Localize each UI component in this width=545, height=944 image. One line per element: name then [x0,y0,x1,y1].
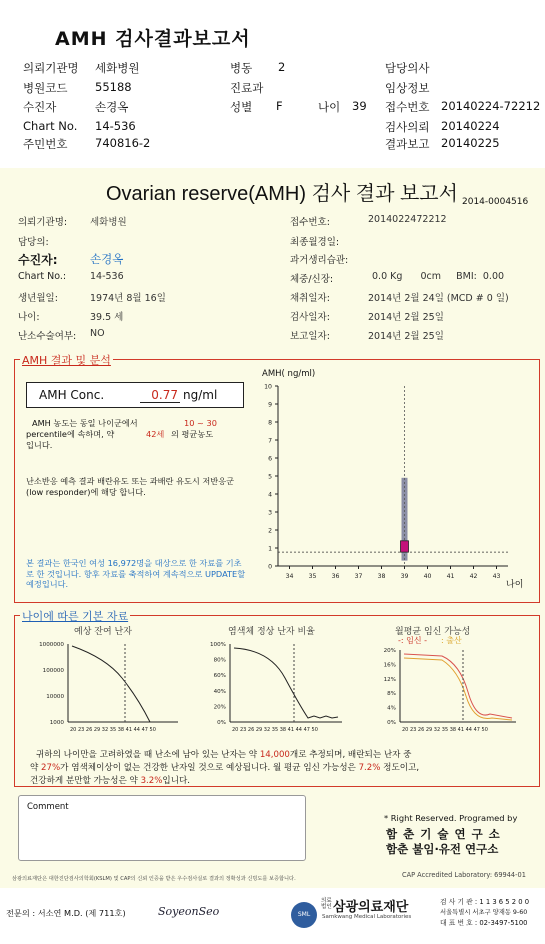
y-tick-label: 40% [213,688,226,695]
legend-birth: : 출산 [441,636,462,645]
header-value: 세화병원 [95,61,140,75]
amh-percentile-range: 10 ~ 30 [184,418,217,428]
header-value: 14-536 [95,119,136,133]
header-value: 20140224 [441,119,500,133]
header-label: 담당의사 [385,61,430,75]
info-value: 2014년 2월 24일 (MCD # 0 일) [368,293,509,304]
org-info1: 검 사 기 관 : 1 1 3 6 5 2 0 0 [440,898,530,906]
summary-text: 입니다. [162,776,191,786]
page-title: AMH 검사결과보고서 [55,28,251,50]
cap-note: CAP Accredited Laboratory: 69944-01 [402,871,526,879]
pregnancy-curve [404,654,512,718]
document-number: 2014-0004516 [462,197,529,207]
amh-text-1b: percentile에 속하며, 약 [26,429,115,439]
comment-box [18,795,306,861]
amh-y-tick-label: 0 [268,563,272,571]
header-label: 나이 [318,100,341,114]
summary-text: 정도이고, [383,763,420,773]
org-info2: 서울특별시 서초구 양재동 9-60 [440,909,528,916]
age-summary-line2 [30,761,419,773]
amh-y-tick-label: 8 [268,419,272,427]
amh-y-tick-label: 1 [268,545,272,553]
amh-chart-xlabel: 나이 [506,580,524,590]
chart-title-normal-eggs: 염색체 정상 난자 비율 [228,627,315,637]
signature: SoyeonSeo [158,905,220,918]
org-en: Samkwang Medical Laboratories [322,914,412,920]
x-tick-labels: 20 23 26 29 32 35 38 41 44 47 50 [70,727,156,733]
age-summary-line1 [36,748,412,760]
summary-text: 약 [30,763,39,773]
amh-conc-unit: ng/ml [183,388,218,402]
specialist: 전문의 : 서소연 M.D. (제 711호) [6,908,126,918]
info-label: 수진자: [18,253,58,267]
summary-normal-rate: 27% [41,763,61,773]
summary-eggs-count: 14,000 [259,750,290,760]
summary-text: 귀하의 나이만을 고려하였을 때 난소에 남아 있는 난자는 약 [36,750,258,760]
credits-line1: 함 춘 기 술 연 구 소 [386,827,501,841]
info-value: 2014022472212 [368,214,447,225]
amh-data-note: 본 결과는 한국인 여성 16,972명을 대상으로 한 자료를 기초로 한 것입니다. 향후 자료를 축적하여 계속적으로 UPDATE할 예정입니다. [26,558,246,589]
header-label: 수진자 [23,100,57,114]
y-tick-label: 10000 [46,694,64,700]
y-tick-label: 0% [217,720,226,726]
y-tick-label: 4% [387,705,396,712]
amh-y-tick-label: 9 [268,401,272,409]
age-section-title: 나이에 따른 기본 자료 [22,610,129,623]
y-tick-label: 16% [383,662,396,669]
header-label: 검사의뢰 [385,120,430,134]
normal-eggs-curve [234,648,338,718]
amh-section-title: AMH 결과 및 분석 [22,354,111,367]
info-label: 채취일자: [290,293,330,304]
y-tick-label: 100% [210,642,226,648]
amh-patient-marker [401,541,409,552]
header-value: 740816-2 [95,136,151,150]
amh-x-tick-label: 40 [423,573,432,580]
amh-text-1a: AMH 농도는 동일 나이군에서 [32,418,138,428]
credits-rights: * Right Reserved. Programed by [384,813,518,823]
amh-y-tick-label: 10 [264,383,272,391]
amh-y-tick-label: 2 [268,527,272,535]
info-label: 과거생리습관: [290,255,349,266]
amh-x-tick-label: 39 [400,573,409,580]
age-summary-line3 [30,774,190,786]
info-value: NO [90,328,105,339]
legend-birth-label: 출산 [446,636,462,645]
org-info3: 대 표 번 호 : 02-3497-5100 [440,919,528,927]
info-label: 최종월경일: [290,237,340,248]
info-label: 난소수술여부: [18,331,77,342]
amh-y-tick-label: 4 [268,491,272,499]
amh-y-tick-label: 5 [268,473,272,481]
header-value: 2 [278,60,286,74]
legend-pregnancy: -: 임신 - [398,636,428,645]
header-value: 20140225 [441,136,500,150]
header-value: 손경옥 [95,100,129,114]
y-tick-label: 20% [383,648,396,654]
info-label: 검사일자: [290,312,330,323]
summary-pregnancy-rate: 7.2% [358,763,381,773]
amh-y-tick-label: 7 [268,437,272,445]
chart-title-pregnancy: 월평균 임신 가능성 [395,627,471,637]
y-tick-label: 1000000 [39,642,64,648]
header-value: 55188 [95,80,132,94]
amh-chart [258,380,528,596]
header-value: 20140224-72212 [441,99,541,113]
amh-y-tick-label: 6 [268,455,272,463]
header-label: 성별 [230,100,253,114]
header-label: 병동 [230,61,253,75]
amh-response-text: 난소반응 예측 결과 배란유도 또는 과배란 유도시 저반응군 (low responder)에 해당 합니다. [26,476,235,497]
header-label: 결과보고 [385,137,430,151]
summary-text: 개로 추정되며, 배란되는 난자 중 [289,750,412,760]
x-tick-labels: 20 23 26 29 32 35 38 41 44 47 50 [232,727,318,733]
y-tick-label: 100000 [42,668,64,674]
amh-y-tick-label: 3 [268,509,272,517]
y-tick-label: 12% [383,676,396,683]
amh-conc-box [26,382,244,408]
cert-note: 삼광의료재단은 대한진단검사의학회(KSLM) 및 CAP의 신뢰 인증을 받은 우수검사실로 결과의 정확성과 신빙도를 보증합니다. [12,876,296,882]
info-label: Chart No.: [18,271,67,282]
amh-x-tick-label: 42 [469,573,478,580]
y-tick-label: 8% [387,691,396,698]
info-value: 2014년 2월 25일 [368,331,444,342]
amh-text-1c: 의 평균농도 [171,429,214,439]
comment-label: Comment [27,802,69,812]
eggs-curve [72,646,150,722]
info-value: 2014년 2월 25일 [368,312,444,323]
amh-x-tick-label: 37 [354,573,363,580]
info-label: 접수번호: [290,217,330,228]
org-name: 삼광의료재단 [333,900,409,915]
y-tick-label: 0% [387,720,396,726]
header-label: 진료과 [230,81,264,95]
amh-x-tick-label: 41 [446,573,455,580]
chart-title-eggs: 예상 잔여 난자 [74,627,132,637]
info-value: 39.5 세 [90,312,124,323]
x-tick-labels: 20 23 26 29 32 35 38 41 44 47 50 [402,727,488,733]
birth-curve [404,658,512,720]
info-label: 보고일자: [290,331,330,342]
y-tick-label: 1000 [49,720,64,726]
amh-x-tick-label: 35 [308,573,317,580]
header-label: 접수번호 [385,100,430,114]
info-label: 생년월일: [18,293,58,304]
header-label: 주민번호 [23,137,68,151]
legend-pregnancy-label: 임신 [406,636,422,645]
logo-icon: SML [291,902,317,928]
header-label: Chart No. [23,119,78,133]
summary-birth-rate: 3.2% [140,776,163,786]
header-value: F [276,99,283,113]
info-label: 체중/신장: [290,274,334,285]
info-label: 나이: [18,312,40,323]
footer [0,888,545,944]
patient-name: 손경옥 [90,252,124,266]
amh-x-tick-label: 34 [285,573,294,580]
normal-eggs-chart [190,638,360,738]
amh-x-tick-label: 36 [331,573,340,580]
summary-text: 건강하게 분만할 가능성은 약 [30,776,138,786]
info-value: 세화병원 [90,217,127,228]
header-label: 의뢰기관명 [23,61,79,75]
pregnancy-chart [362,644,540,738]
header-value: 39 [352,99,367,113]
eggs-chart [18,638,186,738]
amh-x-tick-label: 43 [492,573,501,580]
info-label: 담당의: [18,237,49,248]
info-value: 0.0 Kg 0cm BMI: 0.00 [372,271,505,282]
info-value: 14-536 [90,271,124,282]
report-sheet [0,168,545,888]
info-label: 의뢰기관명: [18,217,68,228]
amh-chart-ylabel: AMH( ng/ml) [262,369,316,379]
header-label: 임상정보 [385,81,430,95]
amh-conc-value: 0.77 [140,388,180,403]
org-small: 의료법인 [321,898,332,910]
amh-conc-label: AMH Conc. [39,388,105,402]
summary-text: 가 염색체이상이 없는 건강한 난자일 것으로 예상됩니다. 월 평균 임신 가능성은 [60,763,356,773]
header-label: 병원코드 [23,81,68,95]
y-tick-label: 80% [213,657,226,664]
y-tick-label: 60% [213,673,226,680]
amh-text-1d: 입니다. [26,440,53,450]
info-value: 1974년 8월 16일 [90,293,166,304]
report-title: Ovarian reserve(AMH) 검사 결과 보고서 [106,183,458,205]
amh-x-tick-label: 38 [377,573,386,580]
credits-line2: 함춘 불임·유전 연구소 [386,842,499,856]
amh-equivalent-age: 42세 [146,429,165,439]
y-tick-label: 20% [213,704,226,711]
